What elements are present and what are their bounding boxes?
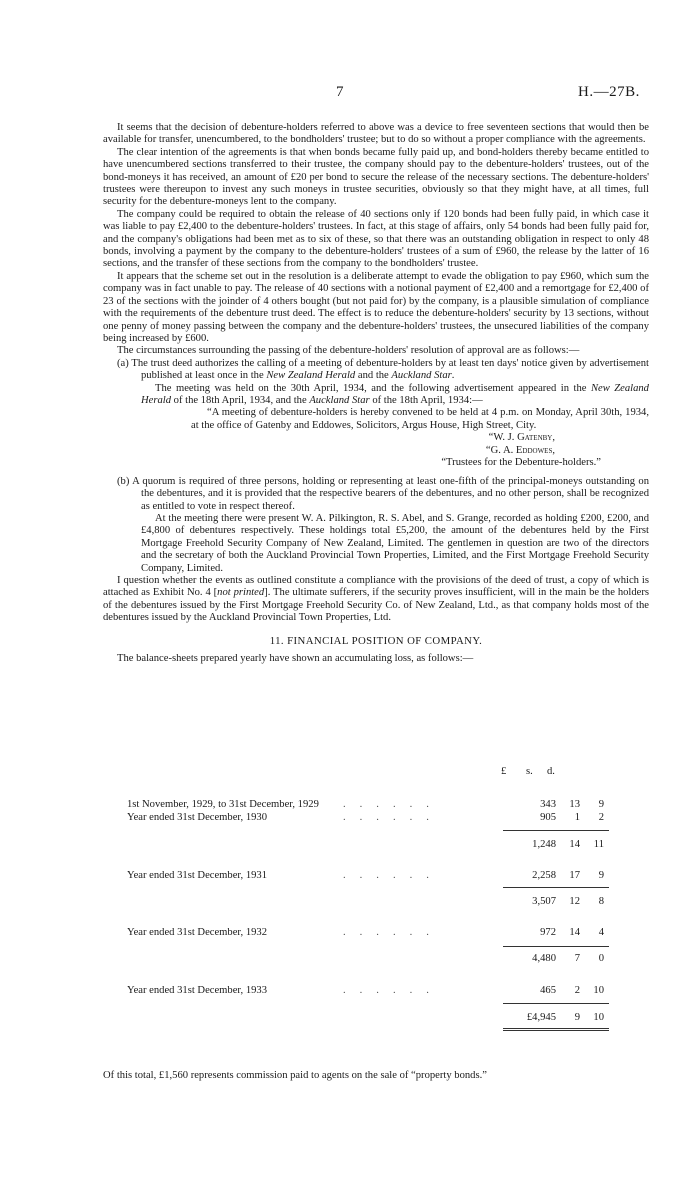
pence-value: 8 [598, 896, 604, 907]
shillings-value: 13 [569, 799, 580, 810]
total-rule [503, 1028, 609, 1031]
paragraph-2: The clear intention of the agreements is that when bonds became fully paid up, and bond-holders thereby became entitled to have unencumbered sections transferred to their trustee, the company should pay to the debenture-holders' trustees, out of the bond-moneys it has received, an amount of £20 per bond to secure the release of the necessary sections. The debenture-holders' trustees were thereupon to invest any such moneys in trustee securities, obviously so that they might have, at all times, full security for the debenture-moneys lent to the company. [103, 146, 649, 208]
body-text [103, 122, 649, 665]
shillings-value: 14 [569, 839, 580, 850]
pence-value: 9 [598, 870, 604, 881]
item-b-marker: (b) [117, 475, 130, 487]
currency-pounds: £ [501, 766, 507, 777]
table-row [103, 985, 649, 999]
pounds-value: 3,507 [532, 896, 556, 907]
signature-1 [103, 432, 649, 445]
pounds-value: 343 [540, 799, 556, 810]
item-a-continued [103, 383, 649, 408]
leader-dots: ...... [343, 812, 443, 823]
pence-value: 11 [593, 839, 604, 850]
item-a2-text-3: of the 18th April, 1934:— [372, 394, 483, 406]
section-heading: 11. FINANCIAL POSITION OF COMPANY. [269, 634, 483, 647]
newspaper-name: New Zealand Herald [266, 370, 356, 382]
subtotal-rule [503, 946, 609, 947]
paragraph-3: The company could be required to obtain the release of 40 sections only if 120 bonds had been fully paid, in which case it was liable to pay £2,400 to the debenture-holders' trustees. In fact, at this stage of affairs, only 54 bonds had been fully paid for, and the company's obligations had been met as to six of these, so that there was an outstanding obligation in respect to only 48 bonds, involving a payment by the company to the debenture-holders' trustees of a sum of £960, the release by the latter of 16 sections, and the transfer of these sections from the company to the bondholders' trustee. [103, 208, 649, 270]
shillings-value: 9 [574, 1012, 580, 1023]
item-a2-text: The meeting was held on the 30th April, 1934, and the following advertisement appeared in the [155, 382, 587, 394]
item-b-continued: At the meeting there were present W. A. Pilkington, R. S. Abel, and S. Grange, recorded as holding £200, £200, and £4,800 of debentures respectively. These holdings total £5,200, the amount of the debentures held by the First Mortgage Freehold Security Company of New Zealand, Limited. The gentlemen in question are two of the directors and the secretary of both the Auckland Provincial Town Properties, Limited, and the First Mortgage Freehold Security Company, Limited. [141, 512, 649, 574]
table-row [103, 953, 649, 967]
newspaper-name: Auckland Star [391, 370, 452, 382]
newspaper-name: Auckland Star [309, 394, 370, 406]
shillings-value: 2 [574, 985, 580, 996]
leader-dots: ...... [343, 985, 443, 996]
period-label: Year ended 31st December, 1932 [127, 927, 268, 938]
leader-dots: ...... [343, 870, 443, 881]
pounds-value: £4,945 [526, 1012, 556, 1023]
closing-sentence: Of this total, £1,560 represents commission paid to agents on the sale of “property bonds.” [103, 1070, 487, 1081]
leader-dots: ...... [343, 799, 443, 810]
shillings-value: 1 [574, 812, 580, 823]
paragraph-4: It appears that the scheme set out in the resolution is a deliberate attempt to evade the obligation to pay £960, which sum the company was in fact unable to pay. The release of 40 sections with a notional payment of £2,400 and a remortgage for £2,400 of 23 of the sections with the joinder of 4 others bought (but not paid for) by the company, is a plausible simulation of compliance with the requirements of the debenture trust deed. The effect is to reduce the debenture-holders' security by 13 sections, without one penny of money passing between the company and the debenture-holders' trustees, the unsecured liabilities of the company being increased by £600. [103, 270, 649, 344]
page-number: 7 [336, 84, 344, 100]
newspaper-name: New Zealand Herald [141, 382, 649, 406]
table-row [103, 812, 649, 826]
signature-title: “Trustees for the Debenture-holders.” [441, 457, 601, 469]
subtotal-rule [503, 830, 609, 831]
period-label: 1st November, 1929, to 31st December, 1929 [127, 799, 319, 810]
pounds-value: 1,248 [532, 839, 556, 850]
pounds-value: 465 [540, 985, 556, 996]
leader-dots: ...... [343, 927, 443, 938]
pence-value: 10 [593, 1012, 604, 1023]
period-label: Year ended 31st December, 1930 [127, 812, 268, 823]
paragraph-6-a: I question whether the events as outlined constitute a compliance with the provisions of the deed of trust, a copy of which is attached as Exhibit No. 4 [ [103, 575, 649, 599]
period-label: Year ended 31st December, 1931 [127, 870, 268, 881]
shillings-value: 12 [569, 896, 580, 907]
pence-value: 0 [598, 953, 604, 964]
period-label: Year ended 31st December, 1933 [127, 985, 268, 996]
item-a-text: The trust deed authorizes the calling of a meeting of debenture-holders by at least ten days' notice given by advertisement published at least once in the [131, 357, 649, 382]
pence-value: 10 [593, 985, 604, 996]
item-a-marker: (a) [117, 357, 129, 369]
pounds-value: 972 [540, 927, 556, 938]
shillings-value: 17 [569, 870, 580, 881]
item-b [103, 476, 649, 513]
table-row [103, 896, 649, 910]
item-a [103, 358, 649, 383]
table-row [103, 1012, 649, 1026]
table-row [103, 799, 649, 813]
item-a2-text-2: of the 18th April, 1934, and the [173, 394, 307, 406]
pence-value: 9 [598, 799, 604, 810]
paragraph-6 [103, 575, 649, 625]
shillings-value: 14 [569, 927, 580, 938]
signature-name: “G. A. Eddowes, [485, 444, 555, 456]
pounds-value: 905 [540, 812, 556, 823]
currency-pence: d. [547, 766, 555, 777]
shillings-value: 7 [574, 953, 580, 964]
section-intro: The balance-sheets prepared yearly have shown an accumulating loss, as follows:— [117, 653, 474, 665]
table-row [103, 927, 649, 941]
subtotal-rule [503, 887, 609, 888]
table-row [103, 870, 649, 884]
paragraph-1: It seems that the decision of debenture-holders referred to above was a device to free seventeen sections that would then be available for transfer, unencumbered, to the bondholders' trustee; but to do so without a proper compliance with the agreements. [103, 122, 649, 146]
document-reference: H.—27B. [578, 84, 640, 100]
pounds-value: 2,258 [532, 870, 556, 881]
item-a-end: . [451, 370, 455, 382]
paragraph-6-b: ]. The ultimate sufferers, if the security proves insufficient, will in the main be the holders of the debentures issued by the First Mortgage Freehold Security Co. of New Zealand, Ltd., as that company holds most of the debentures issued by the Auckland Provincial Town Properties, Ltd. [103, 587, 650, 624]
paragraph-5: The circumstances surrounding the passing of the debenture-holders' resolution of approval are as follows:— [117, 345, 580, 357]
pence-value: 2 [598, 812, 604, 823]
signature-name: “W. J. Gatenby, [488, 432, 555, 444]
subtotal-rule [503, 1003, 609, 1004]
item-a-and: and the [357, 370, 389, 382]
item-b-text: A quorum is required of three persons, holding or representing at least one-fifth of the principal-moneys outstanding on the debentures, and it is provided that the respective bearers of the debentures, and no other person, shall be recognized as entitled to vote in respect thereof. [132, 475, 649, 512]
table-row [103, 839, 649, 853]
currency-shillings: s. [526, 766, 533, 777]
meeting-notice: “A meeting of debenture-holders is hereby convened to be held at 4 p.m. on Monday, April 30th, 1934, at the office of Gatenby and Eddowes, Solicitors, Argus House, High Street, City. [191, 407, 649, 431]
signature-2 [103, 445, 649, 458]
editorial-note: not printed [217, 587, 265, 599]
pounds-value: 4,480 [532, 953, 556, 964]
pence-value: 4 [598, 927, 604, 938]
